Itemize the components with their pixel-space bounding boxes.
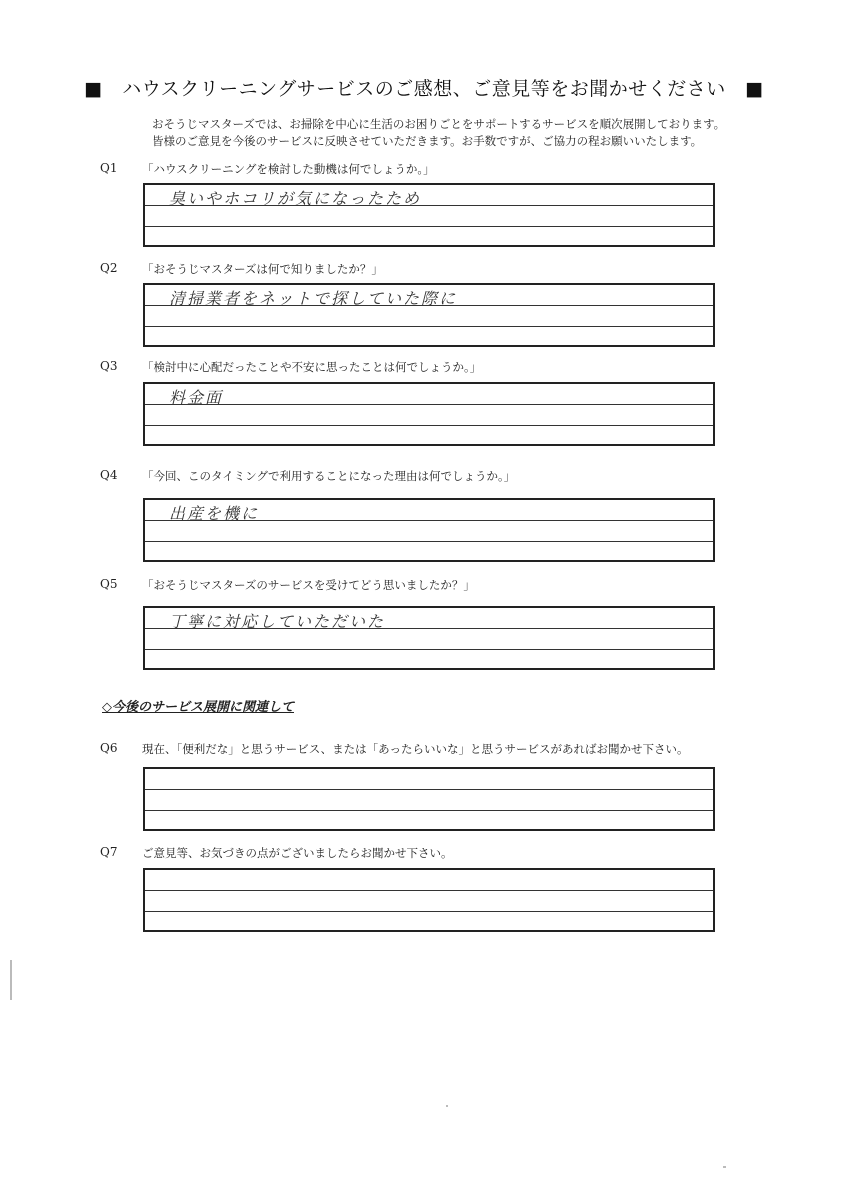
intro-line-1: おそうじマスターズでは、お掃除を中心に生活のお困りごとをサポートするサービスを順次展開しております。	[152, 117, 726, 131]
question-number: Q5	[100, 577, 118, 591]
question-number: Q6	[100, 741, 118, 755]
section-heading: ◇今後のサービス展開に関連して	[102, 700, 294, 715]
intro-line-2: 皆様のご意見を今後のサービスに反映させていただきます。お手数ですが、ご協力の程お願いいたします。	[152, 134, 703, 148]
question-number: Q2	[100, 261, 118, 275]
question-text: 「ハウスクリーニングを検討した動機は何でしょうか。」	[142, 162, 435, 176]
answer-box[interactable]	[143, 283, 715, 347]
question-text: 「検討中に心配だったことや不安に思ったことは何でしょうか。」	[142, 360, 482, 374]
page-title: ■ ハウスクリーニングサービスのご感想、ご意見等をお聞かせください ■	[84, 78, 764, 100]
handwritten-answer: 料金面	[169, 388, 224, 407]
answer-box[interactable]	[143, 498, 715, 562]
answer-box[interactable]	[143, 868, 715, 932]
handwritten-answer: 臭いやホコリが気になったため	[169, 189, 422, 208]
question-number: Q4	[100, 468, 118, 482]
answer-box[interactable]	[143, 606, 715, 670]
question-text: 現在、「便利だな」と思うサービス、または「あったらいいな」と思うサービスがあればお聞かせ下さい。	[142, 742, 689, 756]
scan-speck	[723, 1166, 726, 1168]
answer-box[interactable]	[143, 767, 715, 831]
scan-speck	[446, 1105, 448, 1107]
question-number: Q1	[100, 161, 118, 175]
answer-box[interactable]	[143, 382, 715, 446]
handwritten-answer: 丁寧に対応していただいた	[169, 612, 386, 631]
question-text: 「おそうじマスターズのサービスを受けてどう思いましたか？」	[142, 578, 475, 592]
handwritten-answer: 清掃業者をネットで探していた際に	[169, 289, 458, 308]
handwritten-answer: 出産を機に	[169, 504, 260, 523]
question-text: 「おそうじマスターズは何で知りましたか？」	[142, 262, 383, 276]
scan-mark	[10, 960, 12, 1000]
question-text: 「今回、このタイミングで利用することになった理由は何でしょうか。」	[142, 469, 516, 483]
answer-box[interactable]	[143, 183, 715, 247]
question-number: Q3	[100, 359, 118, 373]
question-text: ご意見等、お気づきの点がございましたらお聞かせ下さい。	[142, 846, 453, 860]
question-number: Q7	[100, 845, 118, 859]
